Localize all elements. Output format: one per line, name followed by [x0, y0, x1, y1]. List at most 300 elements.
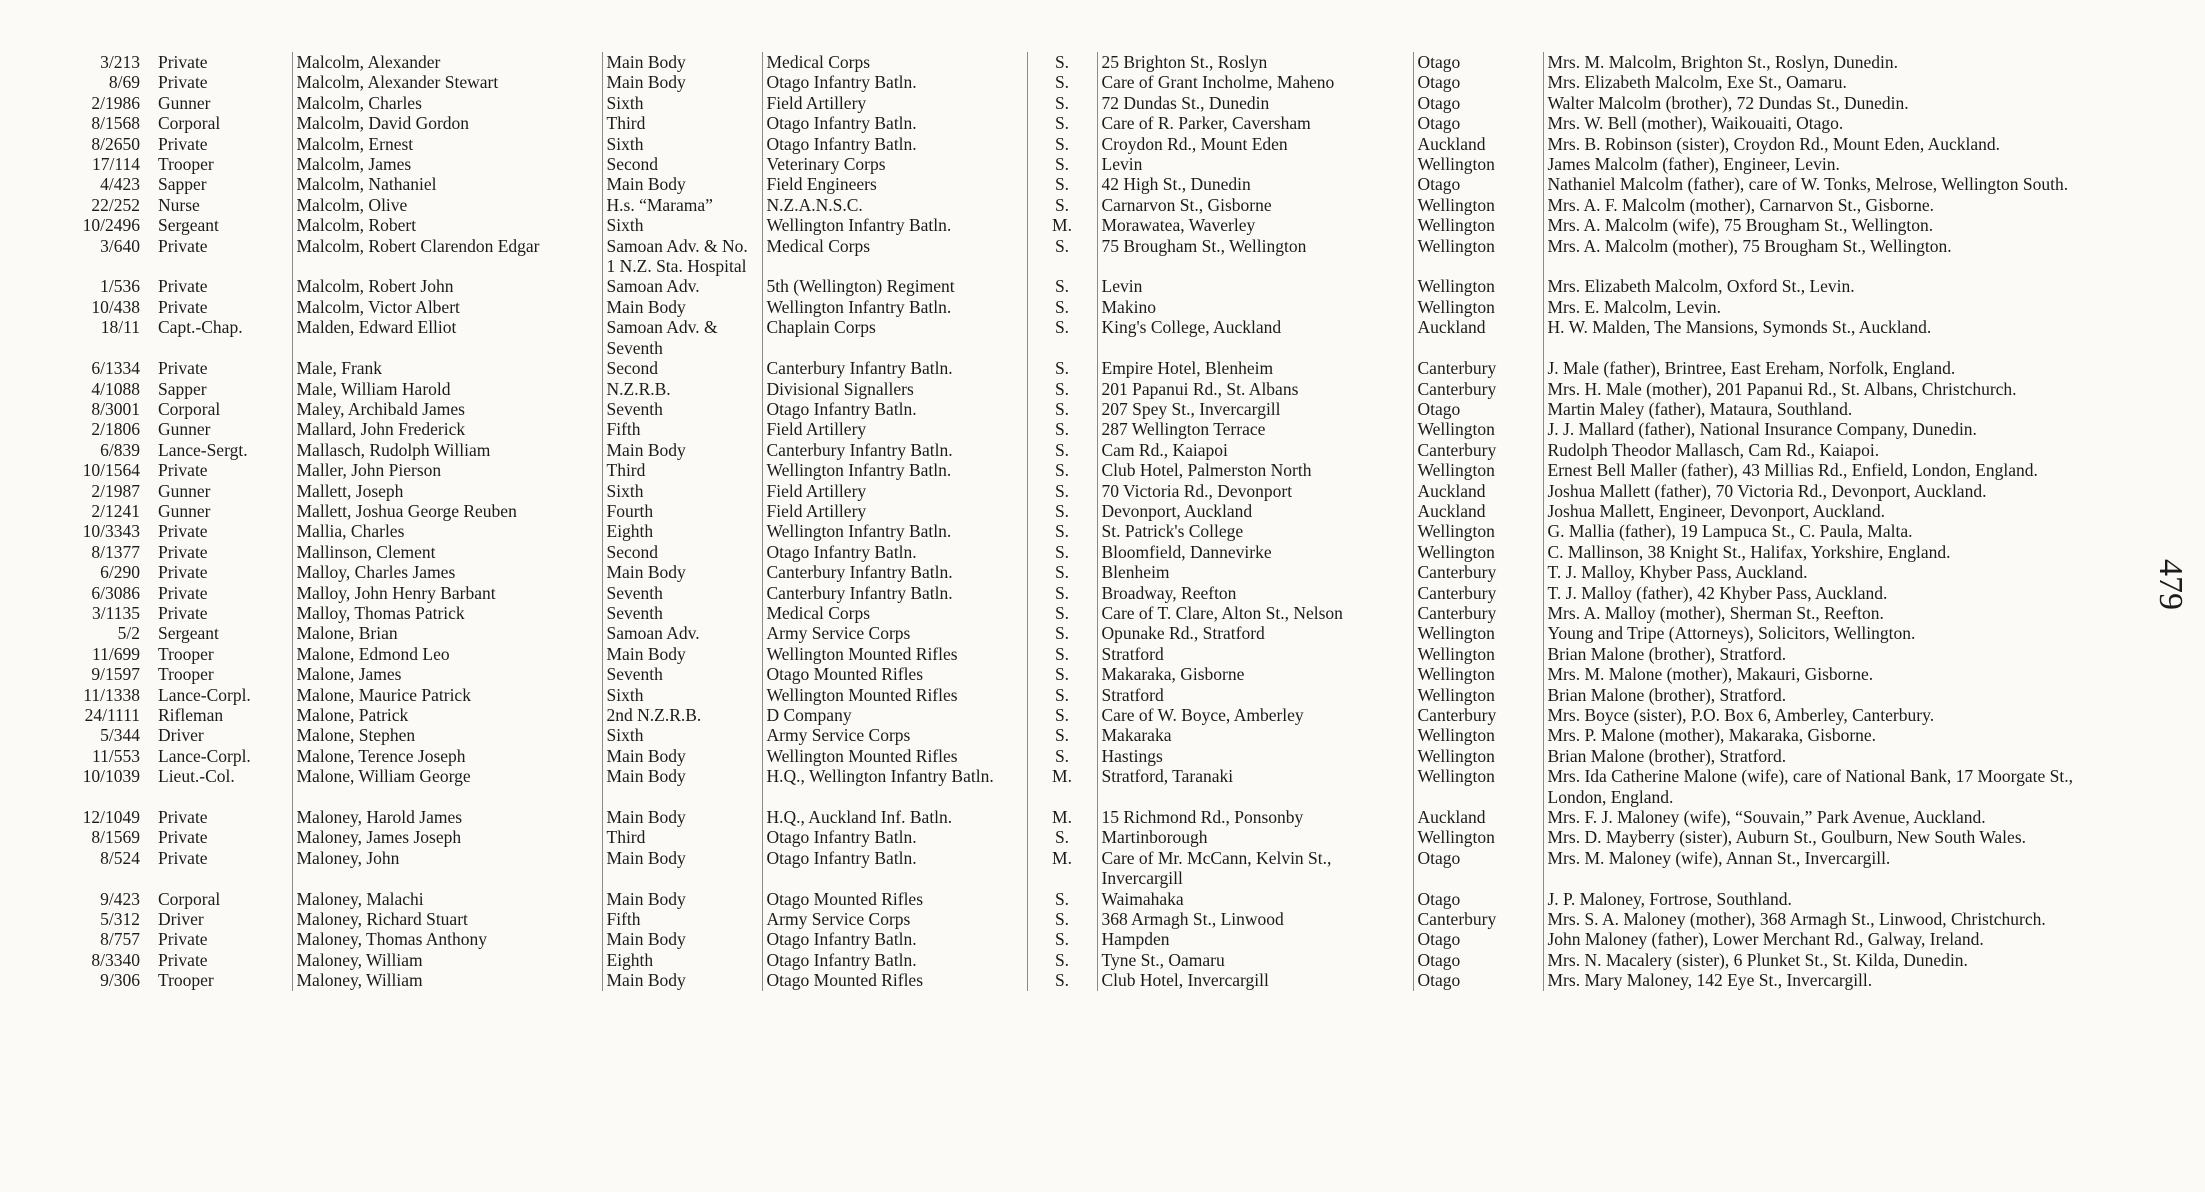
embarkation-unit: Fifth: [602, 909, 762, 929]
embarkation-unit: Main Body: [602, 644, 762, 664]
last-nz-address: Martinborough: [1097, 827, 1413, 847]
table-row: [64, 746, 2133, 766]
embarkation-unit: Main Body: [602, 807, 762, 827]
service-number: 2/1806: [91, 419, 140, 440]
table-row: [64, 725, 2133, 745]
service-number: 18/11: [100, 317, 140, 338]
table-row: [64, 889, 2133, 909]
last-nz-address: Devonport, Auckland: [1097, 501, 1413, 521]
corps-unit: Otago Mounted Rifles: [762, 664, 1027, 684]
corps-unit: Field Artillery: [762, 481, 1027, 501]
table-row: [64, 134, 2133, 154]
corps-unit: Field Artillery: [762, 501, 1027, 521]
military-district: Otago: [1413, 950, 1543, 970]
soldier-name: Malone, James: [292, 664, 602, 684]
military-district: Canterbury: [1413, 358, 1543, 378]
soldier-name: Maloney, John: [292, 848, 602, 889]
last-nz-address: 15 Richmond Rd., Ponsonby: [1097, 807, 1413, 827]
last-nz-address: Broadway, Reefton: [1097, 583, 1413, 603]
military-district: Wellington: [1413, 827, 1543, 847]
next-of-kin: James Malcolm (father), Engineer, Levin.: [1543, 154, 2133, 174]
embarkation-unit: Main Body: [602, 440, 762, 460]
corps-unit: Otago Infantry Batln.: [762, 950, 1027, 970]
marital-status: S.: [1027, 542, 1097, 562]
military-district: Canterbury: [1413, 440, 1543, 460]
last-nz-address: Care of T. Clare, Alton St., Nelson: [1097, 603, 1413, 623]
table-row: [64, 113, 2133, 133]
service-number: 8/757: [100, 929, 140, 950]
embarkation-unit: Eighth: [602, 950, 762, 970]
service-number: 5/312: [100, 909, 140, 930]
rank: Lance-Sergt.: [158, 439, 248, 460]
last-nz-address: Hastings: [1097, 746, 1413, 766]
embarkation-unit: Sixth: [602, 725, 762, 745]
rank: Gunner: [158, 480, 211, 501]
rank: Corporal: [158, 888, 221, 909]
soldier-name: Malcolm, Robert: [292, 215, 602, 235]
military-district: Canterbury: [1413, 583, 1543, 603]
last-nz-address: Bloomfield, Dannevirke: [1097, 542, 1413, 562]
military-district: Auckland: [1413, 134, 1543, 154]
service-number: 9/306: [100, 970, 140, 991]
last-nz-address: Hampden: [1097, 929, 1413, 949]
table-row: [64, 236, 2133, 277]
next-of-kin: Mrs. A. Malloy (mother), Sherman St., Reefton.: [1543, 603, 2133, 623]
last-nz-address: 42 High St., Dunedin: [1097, 174, 1413, 194]
corps-unit: Wellington Infantry Batln.: [762, 215, 1027, 235]
marital-status: S.: [1027, 236, 1097, 277]
last-nz-address: Waimahaka: [1097, 889, 1413, 909]
service-number: 11/1338: [83, 684, 140, 705]
table-row: [64, 379, 2133, 399]
military-district: Wellington: [1413, 419, 1543, 439]
next-of-kin: Mrs. S. A. Maloney (mother), 368 Armagh St., Linwood, Christchurch.: [1543, 909, 2133, 929]
service-number: 8/3001: [91, 398, 140, 419]
soldier-name: Malone, Patrick: [292, 705, 602, 725]
military-district: Otago: [1413, 848, 1543, 889]
next-of-kin: Joshua Mallett (father), 70 Victoria Rd., Devonport, Auckland.: [1543, 481, 2133, 501]
service-number: 5/2: [117, 623, 140, 644]
next-of-kin: Mrs. N. Macalery (sister), 6 Plunket St., St. Kilda, Dunedin.: [1543, 950, 2133, 970]
corps-unit: Otago Mounted Rifles: [762, 889, 1027, 909]
embarkation-unit: Eighth: [602, 521, 762, 541]
last-nz-address: 70 Victoria Rd., Devonport: [1097, 481, 1413, 501]
corps-unit: Wellington Mounted Rifles: [762, 746, 1027, 766]
table-row: [64, 827, 2133, 847]
military-district: Otago: [1413, 174, 1543, 194]
service-number: 10/1039: [82, 766, 140, 787]
soldier-name: Malcolm, David Gordon: [292, 113, 602, 133]
marital-status: S.: [1027, 297, 1097, 317]
next-of-kin: Martin Maley (father), Mataura, Southland.: [1543, 399, 2133, 419]
next-of-kin: Mrs. D. Mayberry (sister), Auburn St., Goulburn, New South Wales.: [1543, 827, 2133, 847]
rank: Gunner: [158, 419, 211, 440]
rank: Private: [158, 276, 208, 297]
soldier-name: Malcolm, Alexander Stewart: [292, 72, 602, 92]
embarkation-unit: Second: [602, 358, 762, 378]
soldier-name: Malcolm, Charles: [292, 93, 602, 113]
military-district: Canterbury: [1413, 705, 1543, 725]
table-row: [64, 195, 2133, 215]
table-row: [64, 521, 2133, 541]
embarkation-unit: Seventh: [602, 603, 762, 623]
marital-status: S.: [1027, 603, 1097, 623]
table-row: [64, 929, 2133, 949]
table-row: [64, 583, 2133, 603]
next-of-kin: Mrs. P. Malone (mother), Makaraka, Gisborne.: [1543, 725, 2133, 745]
marital-status: S.: [1027, 195, 1097, 215]
soldier-name: Malone, Stephen: [292, 725, 602, 745]
corps-unit: Canterbury Infantry Batln.: [762, 583, 1027, 603]
table-row: [64, 440, 2133, 460]
table-row: [64, 72, 2133, 92]
marital-status: S.: [1027, 970, 1097, 990]
embarkation-unit: Main Body: [602, 766, 762, 807]
marital-status: S.: [1027, 174, 1097, 194]
soldier-name: Maley, Archibald James: [292, 399, 602, 419]
soldier-name: Malcolm, Victor Albert: [292, 297, 602, 317]
service-number: 11/553: [92, 745, 140, 766]
embarkation-unit: Samoan Adv.: [602, 276, 762, 296]
table-row: [64, 317, 2133, 358]
marital-status: S.: [1027, 827, 1097, 847]
table-row: [64, 276, 2133, 296]
military-district: Wellington: [1413, 685, 1543, 705]
corps-unit: Otago Mounted Rifles: [762, 970, 1027, 990]
last-nz-address: Carnarvon St., Gisborne: [1097, 195, 1413, 215]
service-number: 5/344: [100, 725, 140, 746]
table-row: [64, 174, 2133, 194]
marital-status: S.: [1027, 52, 1097, 72]
rank: Lance-Corpl.: [158, 684, 251, 705]
last-nz-address: Makino: [1097, 297, 1413, 317]
corps-unit: 5th (Wellington) Regiment: [762, 276, 1027, 296]
corps-unit: Otago Infantry Batln.: [762, 848, 1027, 889]
next-of-kin: Mrs. E. Malcolm, Levin.: [1543, 297, 2133, 317]
marital-status: S.: [1027, 644, 1097, 664]
corps-unit: Canterbury Infantry Batln.: [762, 440, 1027, 460]
marital-status: S.: [1027, 419, 1097, 439]
rank: Driver: [158, 725, 204, 746]
rank: Sapper: [158, 174, 207, 195]
next-of-kin: Ernest Bell Maller (father), 43 Millias Rd., Enfield, London, England.: [1543, 460, 2133, 480]
marital-status: S.: [1027, 399, 1097, 419]
embarkation-unit: Third: [602, 113, 762, 133]
embarkation-unit: Seventh: [602, 583, 762, 603]
last-nz-address: Tyne St., Oamaru: [1097, 950, 1413, 970]
corps-unit: Wellington Mounted Rifles: [762, 644, 1027, 664]
military-district: Wellington: [1413, 297, 1543, 317]
marital-status: M.: [1027, 215, 1097, 235]
last-nz-address: Care of Mr. McCann, Kelvin St., Invercargill: [1097, 848, 1413, 889]
last-nz-address: 368 Armagh St., Linwood: [1097, 909, 1413, 929]
service-number: 6/1334: [91, 358, 140, 379]
table-row: [64, 644, 2133, 664]
marital-status: S.: [1027, 358, 1097, 378]
table-row: [64, 909, 2133, 929]
military-district: Otago: [1413, 113, 1543, 133]
next-of-kin: Brian Malone (brother), Stratford.: [1543, 644, 2133, 664]
soldier-name: Maloney, William: [292, 970, 602, 990]
military-district: Canterbury: [1413, 379, 1543, 399]
service-number: 2/1986: [91, 92, 140, 113]
corps-unit: Canterbury Infantry Batln.: [762, 562, 1027, 582]
marital-status: S.: [1027, 134, 1097, 154]
corps-unit: Wellington Mounted Rifles: [762, 685, 1027, 705]
corps-unit: Otago Infantry Batln.: [762, 827, 1027, 847]
rank: Private: [158, 460, 208, 481]
rank: Trooper: [158, 643, 214, 664]
embarkation-unit: Main Body: [602, 929, 762, 949]
military-district: Otago: [1413, 929, 1543, 949]
rank: Private: [158, 949, 208, 970]
last-nz-address: Care of Grant Incholme, Maheno: [1097, 72, 1413, 92]
embarkation-unit: Samoan Adv. & No. 1 N.Z. Sta. Hospital: [602, 236, 762, 277]
service-number: 8/524: [100, 847, 140, 868]
corps-unit: Medical Corps: [762, 52, 1027, 72]
rank: Gunner: [158, 92, 211, 113]
rank: Private: [158, 807, 208, 828]
rank: Private: [158, 929, 208, 950]
service-number: 22/252: [91, 194, 140, 215]
table-row: [64, 807, 2133, 827]
soldier-name: Maloney, Harold James: [292, 807, 602, 827]
next-of-kin: Mrs. A. F. Malcolm (mother), Carnarvon St., Gisborne.: [1543, 195, 2133, 215]
service-number: 12/1049: [82, 807, 140, 828]
embarkation-unit: Main Body: [602, 297, 762, 317]
corps-unit: Otago Infantry Batln.: [762, 113, 1027, 133]
next-of-kin: Mrs. Ida Catherine Malone (wife), care of National Bank, 17 Moorgate St., London, England.: [1543, 766, 2133, 807]
corps-unit: Otago Infantry Batln.: [762, 72, 1027, 92]
service-number: 10/438: [91, 296, 140, 317]
rank: Private: [158, 133, 208, 154]
next-of-kin: H. W. Malden, The Mansions, Symonds St., Auckland.: [1543, 317, 2133, 358]
service-number: 10/1564: [82, 460, 140, 481]
corps-unit: Chaplain Corps: [762, 317, 1027, 358]
soldier-name: Malcolm, Ernest: [292, 134, 602, 154]
rank: Trooper: [158, 154, 214, 175]
table-row: [64, 685, 2133, 705]
marital-status: S.: [1027, 72, 1097, 92]
rank: Gunner: [158, 500, 211, 521]
rank: Private: [158, 52, 208, 72]
rank: Trooper: [158, 664, 214, 685]
embarkation-unit: N.Z.R.B.: [602, 379, 762, 399]
embarkation-unit: Main Body: [602, 52, 762, 72]
military-district: Otago: [1413, 970, 1543, 990]
service-number: 3/1135: [92, 602, 140, 623]
rank: Private: [158, 827, 208, 848]
military-district: Auckland: [1413, 317, 1543, 358]
embarkation-unit: Main Body: [602, 848, 762, 889]
military-district: Otago: [1413, 399, 1543, 419]
corps-unit: Otago Infantry Batln.: [762, 134, 1027, 154]
last-nz-address: Levin: [1097, 276, 1413, 296]
last-nz-address: Stratford: [1097, 644, 1413, 664]
military-district: Wellington: [1413, 521, 1543, 541]
rank: Private: [158, 847, 208, 868]
last-nz-address: King's College, Auckland: [1097, 317, 1413, 358]
last-nz-address: 207 Spey St., Invercargill: [1097, 399, 1413, 419]
soldier-name: Malcolm, James: [292, 154, 602, 174]
corps-unit: D Company: [762, 705, 1027, 725]
table-row: [64, 970, 2133, 990]
rank: Rifleman: [158, 705, 224, 725]
corps-unit: Field Engineers: [762, 174, 1027, 194]
military-district: Wellington: [1413, 746, 1543, 766]
military-district: Wellington: [1413, 644, 1543, 664]
embarkation-unit: Sixth: [602, 685, 762, 705]
soldier-name: Malcolm, Robert Clarendon Edgar: [292, 236, 602, 277]
soldier-name: Malone, Brian: [292, 623, 602, 643]
table-row: [64, 93, 2133, 113]
soldier-name: Maloney, Thomas Anthony: [292, 929, 602, 949]
last-nz-address: Stratford, Taranaki: [1097, 766, 1413, 807]
embarkation-unit: Seventh: [602, 664, 762, 684]
next-of-kin: Nathaniel Malcolm (father), care of W. Tonks, Melrose, Wellington South.: [1543, 174, 2133, 194]
military-district: Wellington: [1413, 460, 1543, 480]
military-district: Wellington: [1413, 766, 1543, 807]
rank: Private: [158, 72, 208, 93]
table-row: [64, 52, 2133, 72]
next-of-kin: Mrs. Mary Maloney, 142 Eye St., Invercargill.: [1543, 970, 2133, 990]
military-district: Canterbury: [1413, 909, 1543, 929]
table-row: [64, 419, 2133, 439]
table-row: [64, 603, 2133, 623]
soldier-name: Maller, John Pierson: [292, 460, 602, 480]
corps-unit: Army Service Corps: [762, 725, 1027, 745]
marital-status: S.: [1027, 317, 1097, 358]
next-of-kin: Mrs. A. Malcolm (mother), 75 Brougham St., Wellington.: [1543, 236, 2133, 277]
military-district: Wellington: [1413, 623, 1543, 643]
table-row: [64, 481, 2133, 501]
table-row: [64, 766, 2133, 807]
next-of-kin: Brian Malone (brother), Stratford.: [1543, 746, 2133, 766]
embarkation-unit: Main Body: [602, 889, 762, 909]
last-nz-address: Cam Rd., Kaiapoi: [1097, 440, 1413, 460]
soldier-name: Maloney, Richard Stuart: [292, 909, 602, 929]
next-of-kin: Mrs. W. Bell (mother), Waikouaiti, Otago.: [1543, 113, 2133, 133]
military-district: Otago: [1413, 52, 1543, 72]
last-nz-address: Croydon Rd., Mount Eden: [1097, 134, 1413, 154]
soldier-name: Malloy, Thomas Patrick: [292, 603, 602, 623]
table-row: [64, 358, 2133, 378]
table-row: [64, 664, 2133, 684]
next-of-kin: Mrs. B. Robinson (sister), Croydon Rd., Mount Eden, Auckland.: [1543, 134, 2133, 154]
rank: Lance-Corpl.: [158, 745, 251, 766]
soldier-name: Malcolm, Robert John: [292, 276, 602, 296]
soldier-name: Male, William Harold: [292, 379, 602, 399]
marital-status: S.: [1027, 460, 1097, 480]
next-of-kin: J. P. Maloney, Fortrose, Southland.: [1543, 889, 2133, 909]
rank: Sergeant: [158, 623, 219, 644]
marital-status: S.: [1027, 929, 1097, 949]
next-of-kin: Rudolph Theodor Mallasch, Cam Rd., Kaiapoi.: [1543, 440, 2133, 460]
marital-status: S.: [1027, 623, 1097, 643]
embarkation-unit: Second: [602, 154, 762, 174]
table-row: [64, 297, 2133, 317]
soldier-name: Malloy, John Henry Barbant: [292, 583, 602, 603]
military-district: Canterbury: [1413, 603, 1543, 623]
marital-status: M.: [1027, 807, 1097, 827]
next-of-kin: C. Mallinson, 38 Knight St., Halifax, Yorkshire, England.: [1543, 542, 2133, 562]
service-number: 8/1568: [91, 113, 140, 134]
rank: Private: [158, 358, 208, 379]
military-district: Auckland: [1413, 807, 1543, 827]
soldier-name: Malcolm, Alexander: [292, 52, 602, 72]
soldier-name: Malden, Edward Elliot: [292, 317, 602, 358]
embarkation-unit: Fifth: [602, 419, 762, 439]
embarkation-unit: Main Body: [602, 970, 762, 990]
corps-unit: Medical Corps: [762, 603, 1027, 623]
marital-status: S.: [1027, 746, 1097, 766]
rank: Private: [158, 562, 208, 583]
service-number: 8/1569: [91, 827, 140, 848]
soldier-name: Mallett, Joshua George Reuben: [292, 501, 602, 521]
table-row: [64, 848, 2133, 889]
corps-unit: Army Service Corps: [762, 623, 1027, 643]
soldier-name: Malone, William George: [292, 766, 602, 807]
last-nz-address: 201 Papanui Rd., St. Albans: [1097, 379, 1413, 399]
embarkation-unit: Main Body: [602, 174, 762, 194]
corps-unit: H.Q., Auckland Inf. Batln.: [762, 807, 1027, 827]
table-row: [64, 215, 2133, 235]
marital-status: S.: [1027, 113, 1097, 133]
last-nz-address: Stratford: [1097, 685, 1413, 705]
service-number: 6/839: [100, 439, 140, 460]
marital-status: S.: [1027, 909, 1097, 929]
marital-status: S.: [1027, 583, 1097, 603]
service-number: 3/640: [100, 235, 140, 256]
rank: Nurse: [158, 194, 200, 215]
marital-status: S.: [1027, 521, 1097, 541]
next-of-kin: Mrs. M. Malcolm, Brighton St., Roslyn, Dunedin.: [1543, 52, 2133, 72]
table-row: [64, 460, 2133, 480]
soldier-name: Malone, Maurice Patrick: [292, 685, 602, 705]
rank: Trooper: [158, 970, 214, 991]
last-nz-address: Care of R. Parker, Caversham: [1097, 113, 1413, 133]
soldier-name: Mallasch, Rudolph William: [292, 440, 602, 460]
service-number: 10/2496: [82, 215, 140, 236]
service-number: 4/1088: [91, 378, 140, 399]
marital-status: S.: [1027, 440, 1097, 460]
marital-status: S.: [1027, 725, 1097, 745]
next-of-kin: Mrs. F. J. Maloney (wife), “Souvain,” Park Avenue, Auckland.: [1543, 807, 2133, 827]
rank: Capt.-Chap.: [158, 317, 243, 338]
service-number: 10/3343: [82, 521, 140, 542]
corps-unit: H.Q., Wellington Infantry Batln.: [762, 766, 1027, 807]
corps-unit: Field Artillery: [762, 419, 1027, 439]
service-number: 3/213: [100, 52, 140, 72]
marital-status: S.: [1027, 93, 1097, 113]
rank: Private: [158, 582, 208, 603]
embarkation-unit: Samoan Adv.: [602, 623, 762, 643]
rank: Private: [158, 235, 208, 256]
soldier-name: Malone, Edmond Leo: [292, 644, 602, 664]
embarkation-unit: Third: [602, 460, 762, 480]
rank: Private: [158, 541, 208, 562]
marital-status: M.: [1027, 766, 1097, 807]
table-row: [64, 542, 2133, 562]
embarkation-unit: Main Body: [602, 746, 762, 766]
table-row: [64, 154, 2133, 174]
service-number: 8/1377: [91, 541, 140, 562]
corps-unit: Veterinary Corps: [762, 154, 1027, 174]
last-nz-address: Care of W. Boyce, Amberley: [1097, 705, 1413, 725]
service-number: 4/423: [100, 174, 140, 195]
corps-unit: Army Service Corps: [762, 909, 1027, 929]
next-of-kin: J. Male (father), Brintree, East Ereham, Norfolk, England.: [1543, 358, 2133, 378]
